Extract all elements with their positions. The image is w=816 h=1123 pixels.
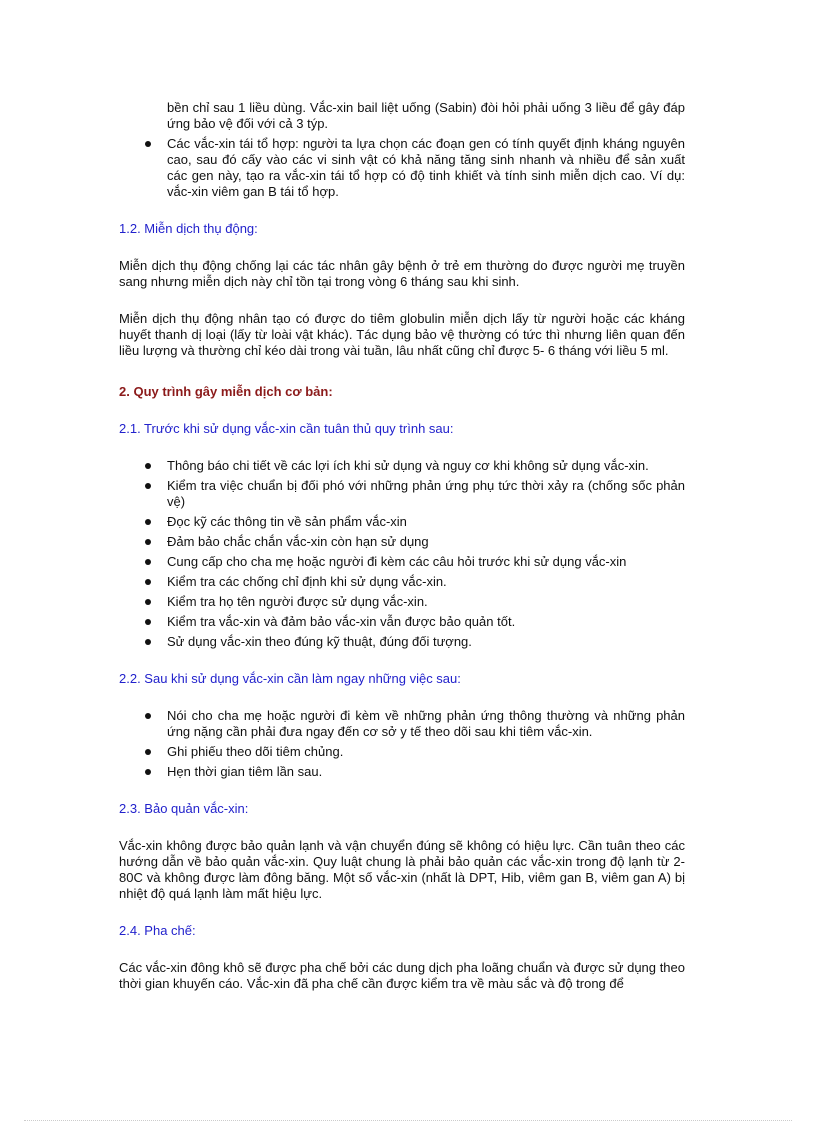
list-item: Các vắc-xin tái tổ hợp: người ta lựa chọn các đoạn gen có tính quyết định kháng nguyên cao, sau đó cấy vào các vi sinh vật có khả năng tăng sinh nhanh và nhiều để sản xuất các gen này, tạo ra vắc-xin tái tổ hợp có độ tinh khiết và tính sinh miễn dịch cao. Ví dụ: vắc-xin viêm gan B tái tổ hợp. [119,136,685,200]
recombinant-vaccine-list [119,136,685,200]
paragraph-vaccine-storage: Vắc-xin không được bảo quản lạnh và vận chuyển đúng sẽ không có hiệu lực. Cần tuân theo các hướng dẫn về bảo quản vắc-xin. Quy luật chung là phải bảo quản các vắc-xin trong độ lạnh từ 2- 80C và không được làm đông băng. Một số vắc-xin (nhất là DPT, Hib, viêm gan B, viêm gan A) bị nhiệt độ quá lạnh làm mất hiệu lực. [119,838,685,901]
bullet-icon [145,639,151,645]
list-item: Sử dụng vắc-xin theo đúng kỹ thuật, đúng đối tượng. [119,634,685,650]
bullet-icon [145,599,151,605]
post-vaccination-checklist [119,708,685,780]
list-item: Ghi phiếu theo dõi tiêm chủng. [119,744,685,760]
bullet-icon [145,619,151,625]
paragraph-passive-immunity-artificial: Miễn dịch thụ động nhân tạo có được do tiêm globulin miễn dịch lấy từ người hoặc các kháng huyết thanh dị loại (lấy từ loài vật khác). Tác dụng bảo vệ thường có tức thì nhưng liên quan đến liều lượng và thường chỉ kéo dài trong vài tuần, lâu nhất cũng chỉ được 5- 6 tháng với liều 5 ml. [119,311,685,358]
heading-2-2: 2.2. Sau khi sử dụng vắc-xin cần làm ngay những việc sau: [119,671,461,686]
list-item: Nói cho cha mẹ hoặc người đi kèm về những phản ứng thông thường và những phản ứng nặng cần phải đưa ngay đến cơ sở y tế theo dõi sau khi tiêm vắc-xin. [119,708,685,740]
list-item: Hẹn thời gian tiêm lần sau. [119,764,685,780]
document-page [119,100,685,992]
bullet-icon [145,579,151,585]
bullet-icon [145,519,151,525]
continued-paragraph: bền chỉ sau 1 liều dùng. Vắc-xin bail liệt uống (Sabin) đòi hỏi phải uống 3 liều để gây đáp ứng bảo vệ đối với cả 3 týp. [167,100,685,131]
bullet-icon [145,713,151,719]
heading-2: 2. Quy trình gây miễn dịch cơ bản: [119,384,333,399]
bullet-icon [145,539,151,545]
paragraph-passive-immunity-natural: Miễn dịch thụ động chống lại các tác nhân gây bệnh ở trẻ em thường do được người mẹ truyền sang nhưng miễn dịch này chỉ tồn tại trong vòng 6 tháng sau khi sinh. [119,258,685,289]
paragraph-vaccine-preparation: Các vắc-xin đông khô sẽ được pha chế bởi các dung dịch pha loãng chuẩn và được sử dụng theo thời gian khuyến cáo. Vắc-xin đã pha chế cần được kiểm tra về màu sắc và độ trong để [119,960,685,991]
list-item: Đọc kỹ các thông tin về sản phẩm vắc-xin [119,514,685,530]
page-bottom-divider [24,1120,792,1121]
bullet-icon [145,749,151,755]
bullet-icon [145,141,151,147]
heading-1-2: 1.2. Miễn dịch thụ động: [119,221,258,236]
bullet-icon [145,769,151,775]
bullet-icon [145,559,151,565]
pre-vaccination-checklist [119,458,685,650]
heading-2-1: 2.1. Trước khi sử dụng vắc-xin cần tuân thủ quy trình sau: [119,421,454,436]
list-item: Kiểm tra các chống chỉ định khi sử dụng vắc-xin. [119,574,685,590]
list-item: Kiểm tra họ tên người được sử dụng vắc-xin. [119,594,685,610]
list-item: Kiểm tra vắc-xin và đảm bảo vắc-xin vẫn được bảo quản tốt. [119,614,685,630]
heading-2-4: 2.4. Pha chế: [119,923,196,938]
list-item: Kiểm tra việc chuẩn bị đối phó với những phản ứng phụ tức thời xảy ra (chống sốc phản vệ) [119,478,685,510]
bullet-icon [145,483,151,489]
list-item: Cung cấp cho cha mẹ hoặc người đi kèm các câu hỏi trước khi sử dụng vắc-xin [119,554,685,570]
heading-2-3: 2.3. Bảo quản vắc-xin: [119,801,249,816]
bullet-icon [145,463,151,469]
list-item: Thông báo chi tiết về các lợi ích khi sử dụng và nguy cơ khi không sử dụng vắc-xin. [119,458,685,474]
list-item: Đảm bảo chắc chắn vắc-xin còn hạn sử dụng [119,534,685,550]
